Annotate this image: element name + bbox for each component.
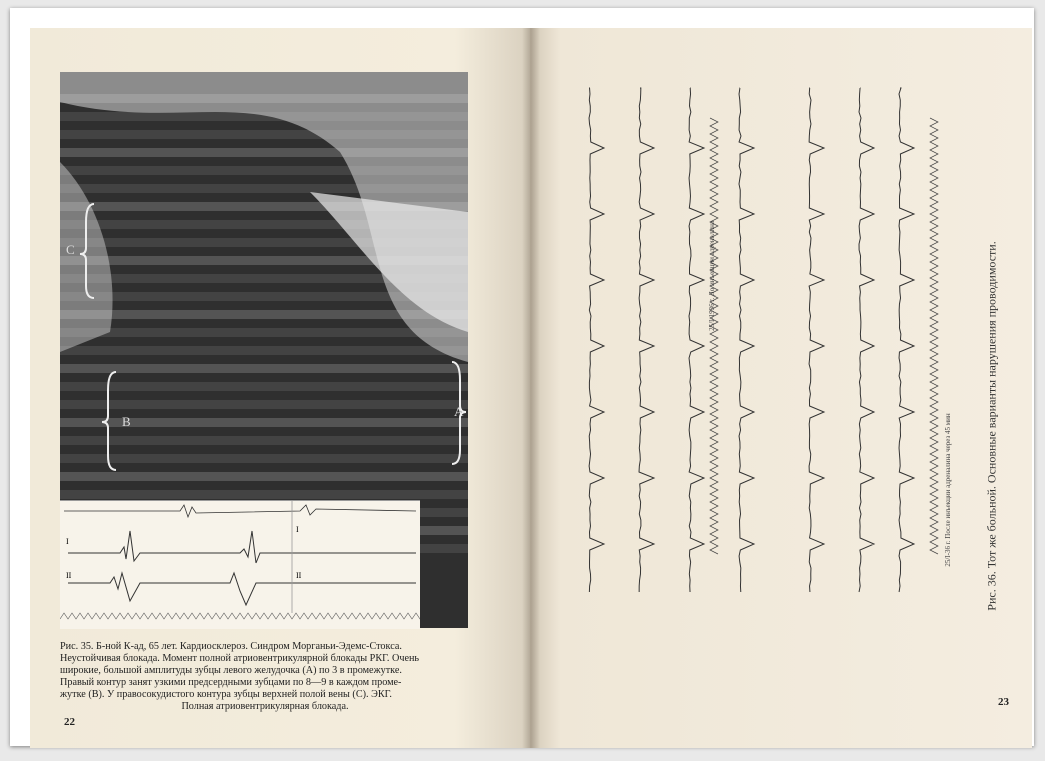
- label-C: C: [66, 242, 75, 257]
- note-before: 25/I-1936 г. До инъекции адреналина: [708, 221, 716, 331]
- caption-line: Полная атриовентрикулярная блокада.: [181, 701, 349, 712]
- book-spread: [30, 28, 1032, 748]
- label-A: A: [454, 404, 464, 419]
- left-page: [30, 28, 530, 748]
- note-after: 25/I-36 г. После инъекции адреналина через 45 мин: [944, 413, 952, 567]
- ecg-strips-figure-36: [570, 78, 950, 608]
- lead-label-1: I: [66, 537, 69, 546]
- caption-line: широкие, большой амплитуды зубцы левого желудочка (А) по 3 в промежутке.: [60, 665, 402, 676]
- lead-label-3: I: [296, 525, 299, 534]
- lead-label-2: II: [66, 571, 72, 580]
- caption-line: жутке (B). У правосокудистого контура зубцы верхней полой вены (C). ЭКГ.: [60, 689, 392, 700]
- ecg-inset: [60, 500, 420, 629]
- ecg-traces: [60, 501, 420, 629]
- page-number-left: 22: [64, 716, 75, 728]
- book-gutter: [522, 28, 540, 748]
- caption-line: Правый контур занят узкими предсердными зубцами по 8—9 в каждом проме-: [60, 677, 402, 688]
- lead-label-4: II: [296, 571, 302, 580]
- caption-line: Неустойчивая блокада. Момент полной атриовентрикулярной блокады РКГ. Очень: [60, 653, 420, 664]
- figure-caption-35: [60, 641, 470, 713]
- figure-caption-36: Рис. 36. Тот же больной. Основные варианты нарушения проводимости.: [984, 241, 999, 611]
- page-number-right: 23: [998, 696, 1009, 708]
- right-page: [530, 28, 1032, 748]
- caption-line: Рис. 35. Б-ной К-ад, 65 лет. Кардиосклероз. Синдром Морганьи-Эдемс-Стокса.: [60, 641, 402, 652]
- label-B: B: [122, 414, 131, 429]
